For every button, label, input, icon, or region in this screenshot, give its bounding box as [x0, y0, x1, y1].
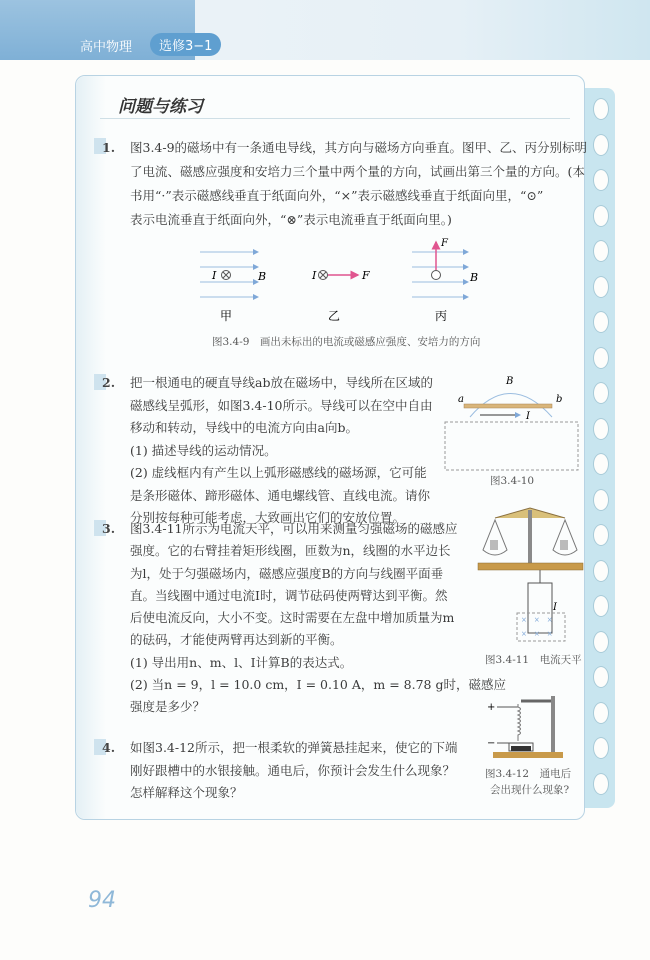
binder-ring: [593, 737, 609, 759]
binder-ring: [593, 240, 609, 262]
question-line: (1) 导出用n、m、l、I计算B的表达式。: [130, 654, 353, 670]
header-subject: 高中物理: [80, 40, 133, 55]
sub-label: 丙: [435, 309, 448, 323]
binder-strip: [583, 88, 615, 808]
question-line: 图3.4-9的磁场中有一条通电导线，其方向与磁场方向垂直。图甲、乙、丙分别标明: [130, 140, 588, 155]
label-I: I: [312, 269, 317, 282]
question-number: 3.: [102, 521, 116, 536]
page-header: [0, 0, 650, 60]
question-number: 1.: [102, 140, 116, 155]
question-line: 怎样解释这个现象？: [130, 785, 243, 800]
section-title: 问题与练习: [118, 97, 203, 117]
figure-3-4-11-current-balance: [475, 500, 585, 645]
label-I: I: [212, 269, 217, 282]
svg-text:× × ×: × × ×: [521, 616, 553, 624]
question-line: (1) 描述导线的运动情况。: [130, 442, 277, 458]
label-F: F: [362, 269, 370, 282]
binder-ring: [593, 489, 609, 511]
binder-ring: [593, 595, 609, 617]
question-line: 移动和转动，导线中的电流方向由a向b。: [130, 420, 358, 435]
label-b: b: [556, 394, 563, 405]
binder-ring: [593, 98, 609, 120]
figure-caption: 图3.4-11 电流天平: [485, 654, 582, 666]
binder-ring: [593, 134, 609, 156]
minus-terminal: −: [487, 738, 496, 749]
figure-caption: 图3.4-10: [490, 475, 535, 487]
plus-terminal: +: [487, 702, 496, 713]
binder-ring: [593, 666, 609, 688]
current-circle: [432, 271, 441, 280]
question-line: 直。当线圈中通过电流I时，调节砝码使两臂达到平衡。然: [130, 587, 448, 603]
question-line: 磁感线呈弧形，如图3.4-10所示。导线可以在空中自由: [130, 397, 433, 413]
label-a: a: [458, 394, 464, 405]
label-B: B: [470, 271, 479, 284]
label-I: I: [526, 411, 530, 422]
binder-ring: [593, 560, 609, 582]
label-B: B: [258, 270, 267, 283]
sub-label: 乙: [328, 309, 341, 323]
binder-ring: [593, 773, 609, 795]
binder-ring: [593, 205, 609, 227]
binder-ring: [593, 382, 609, 404]
field-lines-jia: [200, 252, 258, 297]
question-1: [102, 136, 588, 232]
question-line: 了电流、磁感应强度和安培力三个量中两个量的方向，试画出第三个量的方向。(本: [130, 164, 585, 179]
question-3: [102, 518, 506, 719]
question-line: 书用“·”表示磁感线垂直于纸面向外，“×”表示磁感线垂直于纸面向里，“⊙”: [130, 188, 544, 203]
sub-label: 甲: [220, 309, 233, 323]
binder-ring: [593, 347, 609, 369]
label-I: I: [553, 602, 557, 613]
question-line: 强度是多少？: [130, 699, 206, 715]
wire-ab: [464, 404, 552, 408]
binder-ring: [593, 702, 609, 724]
binder-ring: [593, 311, 609, 333]
question-4: [102, 737, 458, 805]
question-line: 强度。它的右臂挂着矩形线圈，匝数为n，线圈的水平边长: [130, 543, 451, 559]
question-line: (2) 虚线框内有产生以上弧形磁感线的磁场源，它可能: [130, 465, 427, 480]
figure-caption: 图3.4-9 画出未标出的电流或磁感应强度、安培力的方向: [212, 336, 481, 348]
binder-ring: [593, 453, 609, 475]
label-B: B: [506, 376, 514, 387]
mercury: [511, 746, 531, 751]
figure-caption: 图3.4-12 通电后: [485, 768, 572, 780]
label-F: F: [441, 238, 448, 249]
question-line: (2) 当n = 9，l = 10.0 cm，I = 0.10 A，m = 8.78 g时，磁感应: [130, 677, 506, 693]
binder-ring: [593, 524, 609, 546]
question-line: 表示电流垂直于纸面向外，“⊗”表示电流垂直于纸面向里。): [130, 212, 452, 227]
question-number: 2.: [102, 375, 116, 390]
page-number: 94: [88, 888, 116, 913]
figure-3-4-10: [440, 372, 585, 487]
question-line: 的砝码，才能使两臂再达到新的平衡。: [130, 632, 343, 648]
question-line: 图3.4-11所示为电流天平，可以用来测量匀强磁场的磁感应: [130, 521, 458, 536]
figure-3-4-12-spring-mercury: [485, 690, 565, 760]
question-2: [102, 372, 433, 530]
question-number: 4.: [102, 740, 116, 755]
title-divider: [100, 118, 570, 119]
question-line: 把一根通电的硬直导线ab放在磁场中，导线所在区域的: [130, 375, 433, 390]
binder-ring: [593, 276, 609, 298]
question-line: 是条形磁体、蹄形磁体、通电螺线管、直线电流。请你: [130, 487, 431, 503]
dashed-box: [445, 422, 578, 470]
figure-3-4-9: [190, 230, 510, 330]
binder-ring: [593, 418, 609, 440]
svg-text:× × ×: × × ×: [521, 630, 553, 638]
question-line: 为l，处于匀强磁场内，磁感应强度B的方向与线圈平面垂: [130, 565, 444, 581]
question-line: 如图3.4-12所示，把一根柔软的弹簧悬挂起来，使它的下端: [130, 740, 458, 755]
question-line: 分别按每种可能考虑，大致画出它们的安放位置。: [130, 510, 406, 525]
binder-ring: [593, 631, 609, 653]
binder-ring: [593, 169, 609, 191]
header-volume: 选修3−1: [150, 33, 221, 56]
spring: [518, 704, 521, 741]
question-line: 后使电流反向，大小不变。这时需要在左盘中增加质量为m: [130, 610, 455, 626]
figure-caption: 会出现什么现象?: [490, 784, 570, 796]
question-line: 刚好跟槽中的水银接触。通电后，你预计会发生什么现象？: [130, 762, 456, 778]
